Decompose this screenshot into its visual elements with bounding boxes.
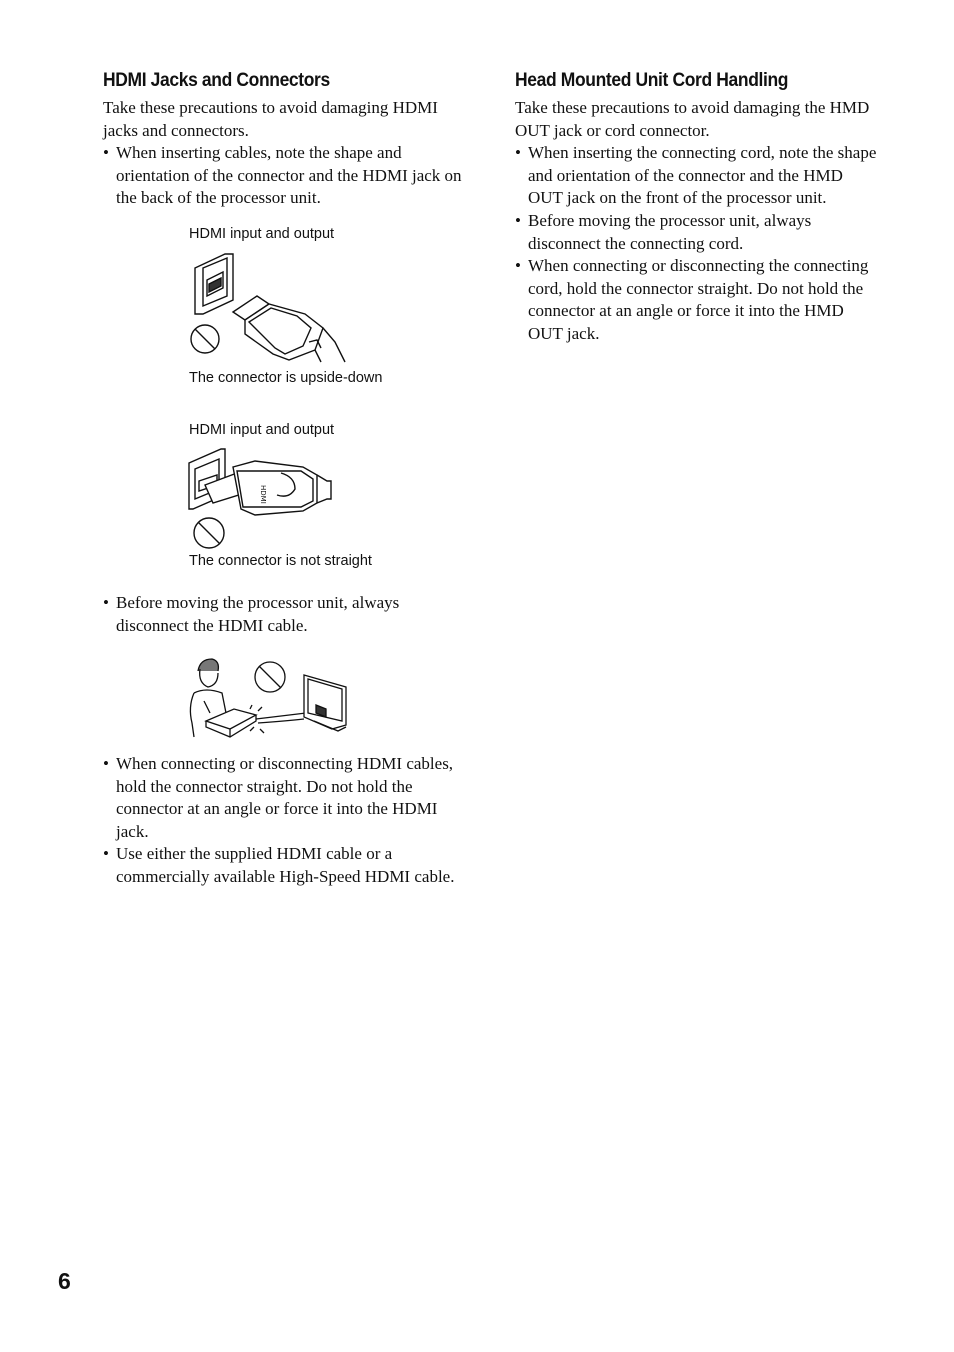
fig2-caption: The connector is not straight <box>189 553 372 569</box>
hdmi-bullets-1 <box>103 142 465 210</box>
person-moving-unit-illustration <box>186 655 356 745</box>
left-column-bullet-2 <box>103 592 465 637</box>
hmd-bullet-hold-straight: • When connecting or disconnecting the connecting cord, hold the connector straight. Do not hold the connector at an angle or force it into the HMD OUT jack. <box>515 255 877 345</box>
hdmi-intro: Take these precautions to avoid damaging HDMI jacks and connectors. <box>103 98 438 140</box>
hdmi-bullet-insert: • When inserting cables, note the shape and orientation of the connector and the HDMI jack on the back of the processor unit. <box>103 142 465 210</box>
hmd-bullet-insert: • When inserting the connecting cord, note the shape and orientation of the connector and the HMD OUT jack on the front of the processor unit. <box>515 142 877 210</box>
svg-text:HDMI: HDMI <box>259 485 267 504</box>
hmd-bullet-moving: • Before moving the processor unit, always disconnect the connecting cord. <box>515 210 877 255</box>
hmd-bullets <box>515 142 877 345</box>
hmd-intro: Take these precautions to avoid damaging the HMD OUT jack or cord connector. <box>515 98 870 140</box>
hdmi-bullet-moving: • Before moving the processor unit, always disconnect the HDMI cable. <box>103 592 465 637</box>
fig2-title: HDMI input and output <box>189 422 335 438</box>
hdmi-upside-down-illustration <box>185 250 355 365</box>
hdmi-bullet-cable-type: • Use either the supplied HDMI cable or a commercially available High-Speed HDMI cable. <box>103 843 465 888</box>
left-column <box>103 70 465 210</box>
hdmi-bullet-hold-straight: • When connecting or disconnecting HDMI cables, hold the connector straight. Do not hold the connector at an angle or force it into the HDMI jack. <box>103 753 465 843</box>
hmd-section-heading: Head Mounted Unit Cord Handling <box>515 70 789 91</box>
hdmi-section-heading: HDMI Jacks and Connectors <box>103 70 330 91</box>
hdmi-not-straight-illustration <box>185 445 345 555</box>
fig1-title: HDMI input and output <box>189 226 335 242</box>
fig1-caption: The connector is upside-down <box>189 370 383 386</box>
left-column-bullets-3-4 <box>103 753 465 889</box>
page-number: 6 <box>58 1268 71 1294</box>
right-column <box>515 70 877 346</box>
